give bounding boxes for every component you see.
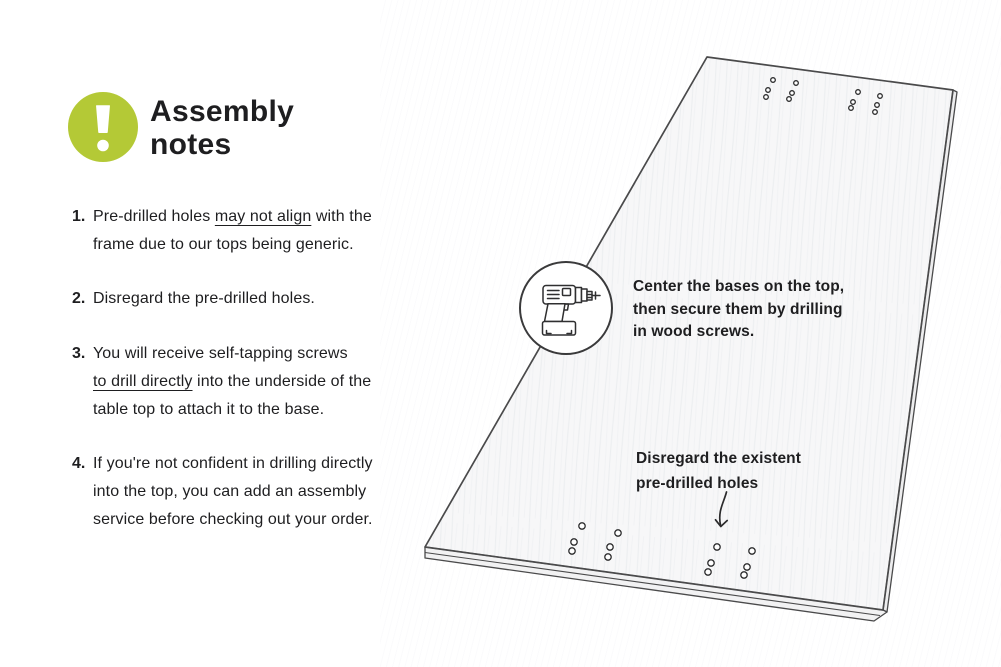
note-item	[72, 450, 373, 534]
note-number: 2.	[72, 290, 86, 307]
pre-drilled-hole	[749, 548, 755, 554]
pre-drilled-hole	[705, 569, 711, 575]
note-text: You will receive self-tapping screws to drill directly into the underside of the table top to attach it to the base.	[93, 345, 372, 418]
drill-callout-line3: in wood screws.	[633, 323, 755, 340]
pre-drilled-hole	[766, 88, 771, 93]
pre-drilled-hole	[873, 110, 878, 115]
pre-drilled-hole	[744, 564, 750, 570]
page-title	[150, 95, 294, 161]
drill-callout-line1: Center the bases on the top,	[633, 278, 845, 295]
note-text: Pre-drilled holes may not align with the frame due to our tops being generic.	[93, 208, 372, 253]
pre-drilled-hole	[878, 94, 883, 99]
pre-drilled-hole	[571, 539, 577, 545]
pre-drilled-hole	[856, 90, 861, 95]
pre-drilled-hole	[569, 548, 575, 554]
note-item	[72, 203, 372, 259]
pre-drilled-hole	[849, 106, 854, 111]
note-item	[72, 340, 371, 424]
pre-drilled-hole	[787, 97, 792, 102]
exclamation-icon	[68, 92, 138, 162]
pre-drilled-hole	[741, 572, 747, 578]
pre-drilled-hole	[794, 81, 799, 86]
disregard-annotation-line1: Disregard the existent	[636, 450, 802, 467]
disregard-annotation-line2: pre-drilled holes	[636, 475, 759, 492]
note-text: If you're not confident in drilling directly into the top, you can add an assembly service before checking out your order.	[93, 455, 373, 528]
pre-drilled-hole	[771, 78, 776, 83]
pre-drilled-hole	[708, 560, 714, 566]
pre-drilled-hole	[605, 554, 611, 560]
note-number: 4.	[72, 455, 86, 472]
page-title-line1: Assembly	[150, 95, 295, 128]
note-text: Disregard the pre-drilled holes.	[93, 290, 315, 307]
pre-drilled-hole	[764, 95, 769, 100]
pre-drilled-hole	[790, 91, 795, 96]
pre-drilled-hole	[875, 103, 880, 108]
pre-drilled-hole	[714, 544, 720, 550]
drill-icon	[520, 262, 612, 354]
note-number: 1.	[72, 208, 86, 225]
drill-callout-text	[633, 276, 844, 344]
page-title-line2: notes	[150, 128, 232, 161]
note-item	[72, 285, 315, 313]
note-number: 3.	[72, 345, 86, 362]
pre-drilled-hole	[851, 100, 856, 105]
disregard-annotation-text	[636, 446, 801, 496]
pre-drilled-hole	[607, 544, 613, 550]
drill-callout-line2: then secure them by drilling	[633, 300, 843, 318]
pre-drilled-hole	[615, 530, 621, 536]
pre-drilled-hole	[579, 523, 585, 529]
